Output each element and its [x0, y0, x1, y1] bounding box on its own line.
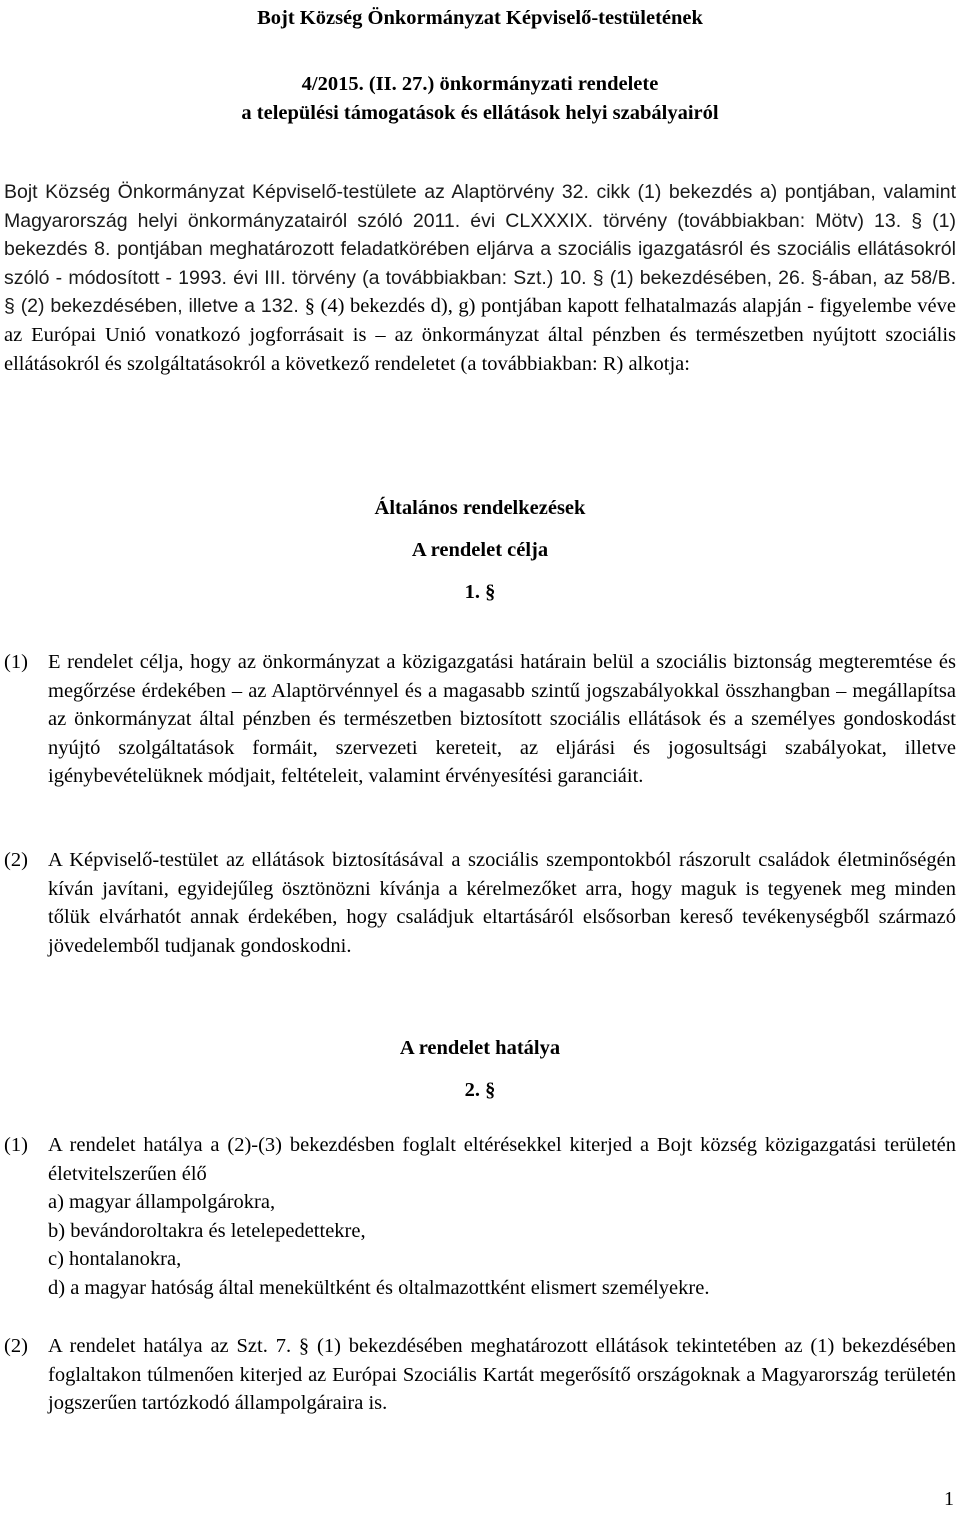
- article2-number: 2. §: [464, 1079, 496, 1101]
- page-number: 1: [944, 1488, 954, 1510]
- paragraph-text: A Képviselő-testület az ellátások biztosításával a szociális szempontokból rászorult családok életminőségén kíván javítani, egyidejűleg ösztönözni kívánja a kérelmezőket arra, hogy maguk is tegyenek meg minden tőlük elvárhatót annak érdekében, hogy családjuk eltartásáról elsősorban kereső tevékenységből származó jövedelemből tudjanak gondoskodni.: [48, 849, 956, 957]
- document-header: [0, 4, 960, 128]
- list-item: d) a magyar hatóság által menekültként és oltalmazottként elismert személyekre.: [48, 1276, 710, 1299]
- header-decree-number: 4/2015. (II. 27.) önkormányzati rendelete: [301, 73, 659, 95]
- paragraph-number: (1): [4, 1134, 28, 1156]
- list-item: b) bevándoroltakra és letelepedettekre,: [48, 1219, 366, 1242]
- paragraph-text: [48, 1131, 956, 1303]
- preamble: [4, 178, 956, 378]
- header-decree-title: a települési támogatások és ellátások helyi szabályairól: [241, 102, 719, 124]
- header-issuer: Bojt Község Önkormányzat Képviselő-testületének: [257, 7, 703, 29]
- paragraph-intro: A rendelet hatálya a (2)-(3) bekezdésben foglalt eltérésekkel kiterjed a Bojt község közigazgatási területén életvitelszerűen élő: [48, 1134, 956, 1185]
- article1-paragraph-2: [4, 846, 956, 960]
- list-item: a) magyar állampolgárokra,: [48, 1191, 276, 1214]
- article1-paragraph-1: [4, 648, 956, 791]
- paragraph-text: A rendelet hatálya az Szt. 7. § (1) bekezdésében meghatározott ellátások tekintetében az (1) bekezdésében foglaltakon túlmenően kiterjed az Európai Szociális Kartát megerősítő országoknak a Magyarország területén jogszerűen tartózkodó állampolgáraira is.: [48, 1335, 956, 1415]
- paragraph-number: (2): [4, 1335, 28, 1357]
- paragraph-number: (2): [4, 849, 28, 871]
- section-heading-general: Általános rendelkezések: [374, 497, 586, 519]
- article2-paragraph-1: [4, 1131, 956, 1303]
- paragraph-number: (1): [4, 651, 28, 673]
- list-item: c) hontalanokra,: [48, 1248, 182, 1271]
- preamble-serif-text: § (4) bekezdés d), g) pontjában kapott felhatalmazás alapján - figyelembe véve az Európai Unió vonatkozó jogforrásait is – az önkormányzat által pénzben és természetben nyújtott szociális ellátásokról és szolgáltatásokról a következő rendeletet (a továbbiakban: R) alkotja:: [4, 295, 956, 375]
- article1-title: A rendelet célja: [411, 539, 549, 561]
- article1-number: 1. §: [464, 581, 496, 603]
- article2-title: A rendelet hatálya: [399, 1037, 561, 1059]
- preamble-sans-text: Bojt Község Önkormányzat Képviselő-testülete az Alaptörvény 32. cikk (1) bekezdés a) pontjában, valamint Magyarország helyi önkormányzatairól szóló 2011. évi CLXXXIX. törvény (továbbiakban: Mötv) 13. § (1) bekezdés 8. pontjában meghatározott feladatkörében eljárva a szociális igazgatásról és szociális ellátásokról szóló - módosított - 1993. évi III. törvény (a továbbiakban: Szt.) 10. § (1) bekezdésében, 26. §-ában, az 58/B. § (2) bekezdésében, illetve a 132.: [4, 181, 956, 318]
- article2-paragraph-2: [4, 1332, 956, 1418]
- paragraph-text: E rendelet célja, hogy az önkormányzat a közigazgatási határain belül a szociális biztonság megteremtése és megőrzése érdekében – az Alaptörvénnyel és a magasabb szintű jogszabályokkal összhangban – megállapítsa az önkormányzat által pénzben és természetben biztosított szociális ellátások és a személyes gondoskodást nyújtó szolgáltatások formáit, szervezeti kereteit, az eljárási és jogosultsági szabályokat, illetve igénybevételüknek módjait, feltételeit, valamint érvényesítési garanciáit.: [48, 651, 956, 788]
